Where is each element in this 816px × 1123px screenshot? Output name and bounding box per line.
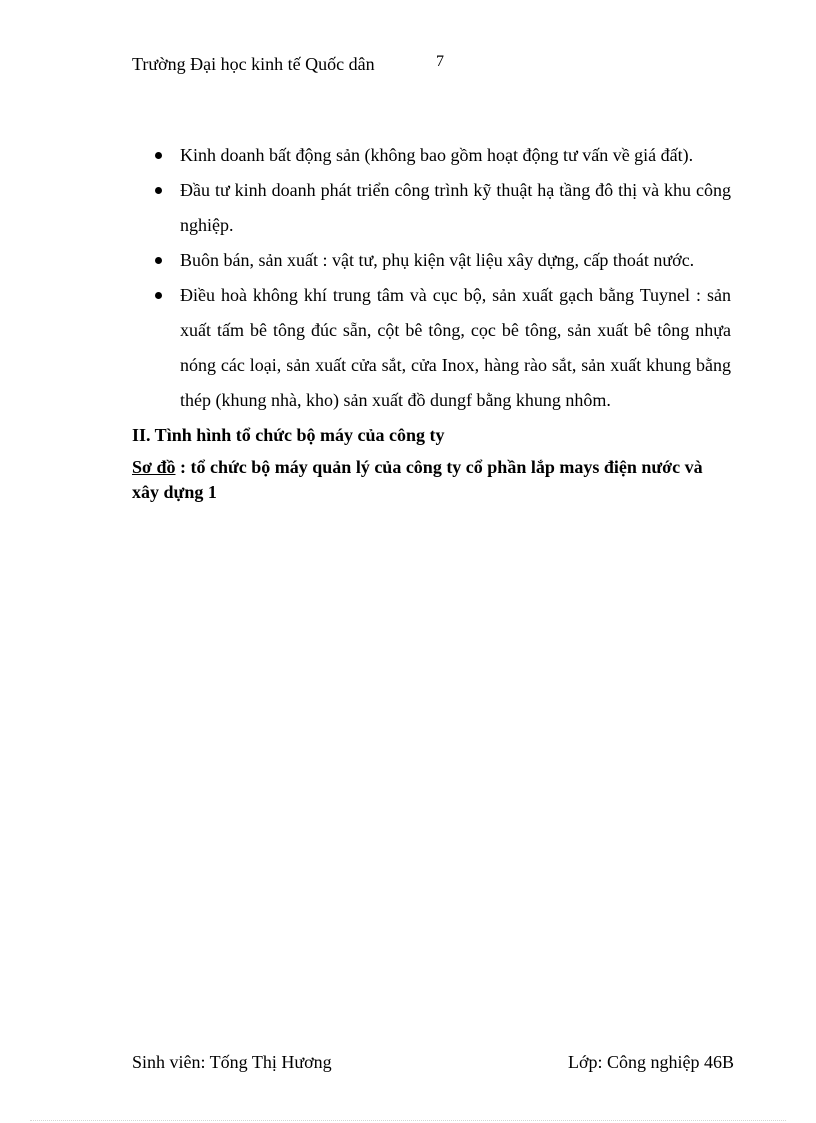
bullet-text: Kinh doanh bất động sản (không bao gồm hoạt động tư vấn về giá đất). (180, 145, 694, 165)
footer-divider (30, 1120, 786, 1121)
activity-bullet-list (155, 138, 731, 418)
diagram-caption-text: : tổ chức bộ máy quản lý của công ty cổ phần lắp mays điện nước và xây dựng 1 (132, 457, 703, 502)
bullet-item (155, 173, 731, 243)
bullet-item (155, 138, 731, 173)
bullet-dot-icon (155, 257, 162, 264)
bullet-text: Buôn bán, sản xuất : vật tư, phụ kiện vật liệu xây dựng, cấp thoát nước. (180, 250, 695, 270)
bullet-item (155, 278, 731, 418)
bullet-dot-icon (155, 292, 162, 299)
footer-class-name: Lớp: Công nghiệp 46B (567, 1052, 734, 1072)
page-number: 7 (436, 53, 444, 70)
bullet-text: Đầu tư kinh doanh phát triển công trình kỹ thuật hạ tầng đô thị và khu công nghiệp. (180, 180, 731, 235)
bullet-text: Điều hoà không khí trung tâm và cục bộ, sản xuất gạch bằng Tuynel : sản xuất tấm bê tông đúc sẵn, cột bê tông, cọc bê tông, sản xuất bê tông nhựa nóng các loại, sản xuất cửa sắt, cửa Inox, hàng rào sắt, sản xuất khung bằng thép (khung nhà, kho) sản xuất đồ dungf bằng khung nhôm. (180, 285, 731, 410)
diagram-label: Sơ đồ (132, 457, 176, 477)
header-school-name: Trường Đại học kinh tế Quốc dân (132, 54, 375, 74)
bullet-dot-icon (155, 187, 162, 194)
footer-student-name: Sinh viên: Tống Thị Hương (132, 1052, 332, 1072)
bullet-item (155, 243, 731, 278)
diagram-caption (132, 455, 732, 505)
section-heading: II. Tình hình tổ chức bộ máy của công ty (132, 425, 445, 445)
bullet-dot-icon (155, 152, 162, 159)
